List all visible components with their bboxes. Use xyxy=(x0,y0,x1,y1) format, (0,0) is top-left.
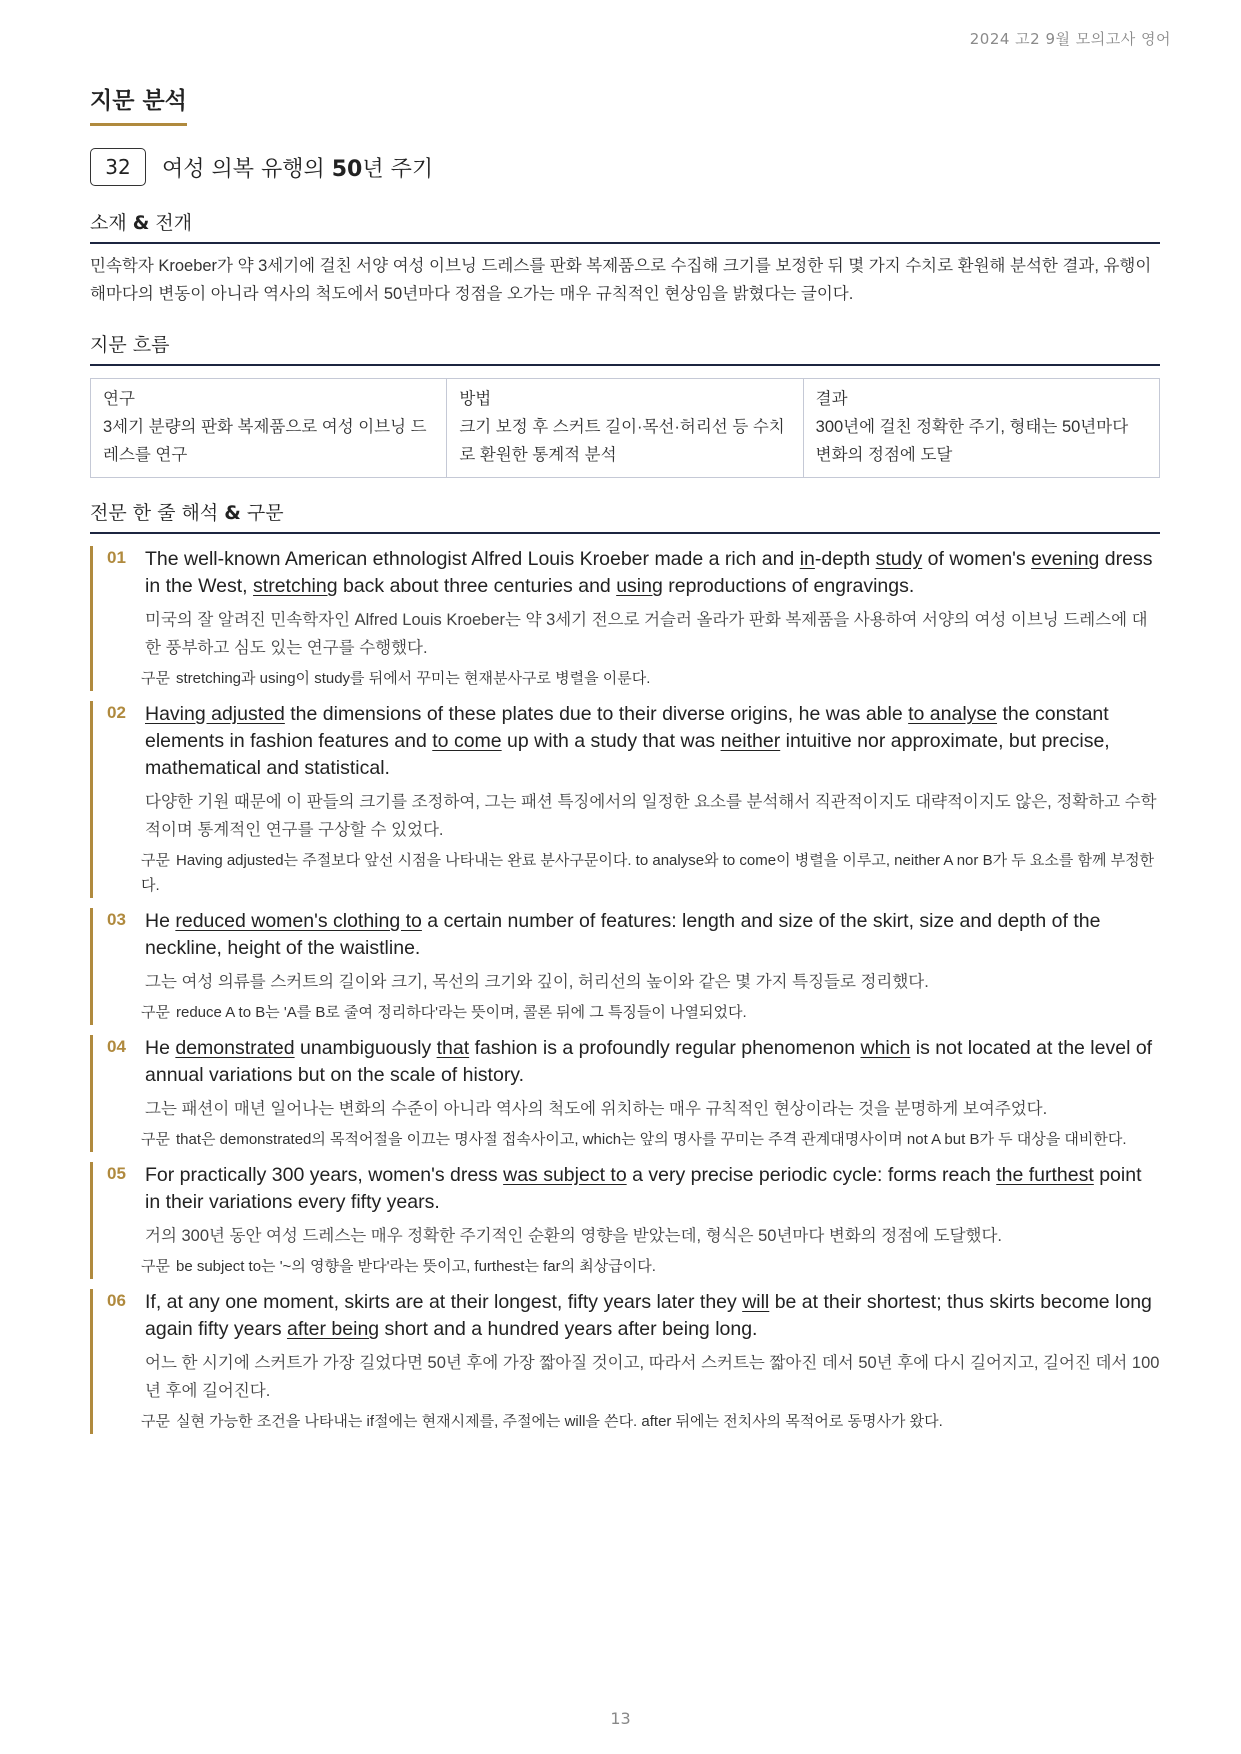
question-title: 여성 의복 유행의 50년 주기 xyxy=(162,156,434,182)
sentence-block xyxy=(90,908,1160,1025)
english-sentence xyxy=(145,546,1160,600)
flow-cell-text: 300년에 걸친 정확한 주기, 형태는 50년마다 변화의 정점에 도달 xyxy=(815,418,1129,464)
sentence-text: the dimensions of these plates due to their diverse origins, he was able xyxy=(284,703,909,725)
grammar-note xyxy=(141,1409,1160,1434)
sentence-block xyxy=(90,1289,1160,1434)
key-phrase: Having adjusted xyxy=(145,703,285,725)
sentence-text: is not located at the level of annual variations but on the scale of history. xyxy=(145,1037,1153,1086)
grammar-text: stretching과 using이 study를 뒤에서 꾸미는 현재분사구로 병렬을 이룬다. xyxy=(175,670,651,687)
grammar-text: that은 demonstrated의 목적어절을 이끄는 명사절 접속사이고, which는 앞의 명사를 꾸미는 주격 관계대명사이며 not A but B가 두 대상을 대비한다. xyxy=(175,1131,1127,1148)
sentence-block xyxy=(90,1162,1160,1279)
sentence-number: 03 xyxy=(107,910,126,929)
flow-cell-label: 방법 xyxy=(459,390,492,408)
question-number: 32 xyxy=(90,148,146,186)
page-content xyxy=(90,82,1160,1434)
korean-translation: 다양한 기원 때문에 이 판들의 크기를 조정하여, 그는 패션 특징에서의 일정한 요소를 분석해서 직관적이지도 대략적이지도 않은, 정확하고 수학적이며 통계적인 연구를 구상할 수 있었다. xyxy=(145,793,1157,839)
page-number: 13 xyxy=(610,1709,631,1728)
key-phrase: stretching xyxy=(253,575,338,597)
grammar-note xyxy=(141,666,1160,691)
grammar-text: reduce A to B는 'A를 B로 줄여 정리하다'라는 뜻이며, 콜론 뒤에 그 특징들이 나열되었다. xyxy=(175,1004,747,1021)
material-heading: 소재 & 전개 xyxy=(90,208,1160,244)
sentence-body xyxy=(141,1035,1160,1152)
sentence-number: 01 xyxy=(107,548,126,567)
key-phrase: the furthest xyxy=(996,1164,1094,1186)
key-phrase: to come xyxy=(432,730,502,752)
sentence-text: reproductions of engravings. xyxy=(662,575,915,597)
grammar-text: be subject to는 '~의 영향을 받다'라는 뜻이고, furthest는 far의 최상급이다. xyxy=(175,1258,656,1275)
sentence-text: of women's xyxy=(922,548,1032,570)
sentence-text: back about three centuries and xyxy=(337,575,617,597)
sentence-body xyxy=(141,1162,1160,1279)
korean-translation: 그는 패션이 매년 일어나는 변화의 수준이 아니라 역사의 척도에 위치하는 매우 규칙적인 현상이라는 것을 분명하게 보여주었다. xyxy=(145,1100,1048,1118)
flow-cell-method xyxy=(447,379,803,477)
sentence-body xyxy=(141,701,1160,898)
sentence-text: The well-known American ethnologist Alfred Louis Kroeber made a rich and xyxy=(145,548,800,570)
sentence-text: He xyxy=(145,1037,176,1059)
key-phrase: using xyxy=(616,575,663,597)
key-phrase: in xyxy=(799,548,815,570)
grammar-note xyxy=(141,1254,1160,1279)
english-sentence xyxy=(145,1162,1160,1216)
flow-table xyxy=(90,378,1160,478)
flow-cell-result xyxy=(804,379,1159,477)
korean-translation: 미국의 잘 알려진 민속학자인 Alfred Louis Kroeber는 약 3세기 전으로 거슬러 올라가 판화 복제품을 사용하여 서양의 여성 이브닝 드레스에 대한 풍부하고 심도 있는 연구를 수행했다. xyxy=(145,611,1148,657)
key-phrase: evening xyxy=(1031,548,1100,570)
sentence-list xyxy=(90,546,1160,1434)
key-phrase: reduced women's clothing to xyxy=(175,910,422,932)
key-phrase: neither xyxy=(720,730,781,752)
material-summary: 민속학자 Kroeber가 약 3세기에 걸친 서양 여성 이브닝 드레스를 판화 복제품으로 수집해 크기를 보정한 뒤 몇 가지 수치로 환원해 분석한 결과, 유행이 해마다의 변동이 아니라 역사의 척도에서 50년마다 정점을 오가는 매우 규칙적인 현상임을 밝혔다는 글이다. xyxy=(90,257,1152,303)
sentence-body xyxy=(141,546,1160,691)
section-title: 지문 분석 xyxy=(90,82,187,126)
sentence-number: 06 xyxy=(107,1291,126,1310)
sentence-text: He xyxy=(145,910,176,932)
key-phrase: was subject to xyxy=(503,1164,627,1186)
flow-cell-text: 크기 보정 후 스커트 길이·목선·허리선 등 수치로 환원한 통계적 분석 xyxy=(459,418,785,464)
korean-translation: 어느 한 시기에 스커트가 가장 길었다면 50년 후에 가장 짧아질 것이고, 따라서 스커트는 짧아진 데서 50년 후에 다시 길어지고, 길어진 데서 100년 후에 길어진다. xyxy=(145,1354,1160,1400)
flow-cell-research xyxy=(91,379,447,477)
flow-heading: 지문 흐름 xyxy=(90,330,1160,366)
grammar-label: 구문 xyxy=(141,1004,170,1021)
sentence-text: For practically 300 years, women's dress xyxy=(145,1164,504,1186)
sentence-text: fashion is a profoundly regular phenomenon xyxy=(469,1037,861,1059)
grammar-text: Having adjusted는 주절보다 앞선 시점을 나타내는 완료 분사구문이다. to analyse와 to come이 병렬을 이루고, neither A nor B가 두 요소를 함께 부정한다. xyxy=(141,852,1155,894)
grammar-note xyxy=(141,1127,1160,1152)
key-phrase: to analyse xyxy=(908,703,998,725)
grammar-label: 구문 xyxy=(141,1413,170,1430)
korean-translation: 거의 300년 동안 여성 드레스는 매우 정확한 주기적인 순환의 영향을 받았는데, 형식은 50년마다 변화의 정점에 도달했다. xyxy=(145,1227,1003,1245)
sentence-block xyxy=(90,1035,1160,1152)
sentence-text: intuitive nor approximate, but precise, mathematical and statistical. xyxy=(145,730,1110,779)
grammar-text: 실현 가능한 조건을 나타내는 if절에는 현재시제를, 주절에는 will을 쓴다. after 뒤에는 전치사의 목적어로 동명사가 왔다. xyxy=(175,1413,943,1430)
sentence-text: short and a hundred years after being long. xyxy=(379,1318,758,1340)
key-phrase: that xyxy=(436,1037,470,1059)
sentence-text: If, at any one moment, skirts are at their longest, fifty years later they xyxy=(145,1291,743,1313)
sentence-number: 04 xyxy=(107,1037,126,1056)
flow-cell-label: 연구 xyxy=(103,390,135,408)
english-sentence xyxy=(145,1289,1160,1343)
sentence-text: the constant elements in fashion features and xyxy=(145,703,1109,752)
sentence-text: be at their shortest; thus skirts become long again fifty years xyxy=(145,1291,1152,1340)
korean-translation: 그는 여성 의류를 스커트의 길이와 크기, 목선의 크기와 깊이, 허리선의 높이와 같은 몇 가지 특징들로 정리했다. xyxy=(145,973,929,991)
sentence-number: 02 xyxy=(107,703,126,722)
english-sentence xyxy=(145,1035,1160,1089)
sentence-text: -depth xyxy=(814,548,876,570)
sentence-block xyxy=(90,546,1160,691)
grammar-label: 구문 xyxy=(141,670,170,687)
key-phrase: after being xyxy=(286,1318,380,1340)
sentence-text: up with a study that was xyxy=(501,730,721,752)
key-phrase: study xyxy=(875,548,923,570)
english-sentence xyxy=(145,908,1160,962)
sentence-text: point in their variations every fifty years. xyxy=(145,1164,1142,1213)
sentence-text: unambiguously xyxy=(294,1037,437,1059)
flow-cell-label: 결과 xyxy=(815,390,848,408)
grammar-label: 구문 xyxy=(141,852,170,869)
sentence-block xyxy=(90,701,1160,898)
sentence-text: a certain number of features: length and size of the skirt, size and depth of the neckline, height of the waistline. xyxy=(145,910,1101,959)
key-phrase: which xyxy=(860,1037,911,1059)
sentence-body xyxy=(141,908,1160,1025)
grammar-label: 구문 xyxy=(141,1131,170,1148)
sentence-number: 05 xyxy=(107,1164,126,1183)
grammar-note xyxy=(141,1000,1160,1025)
flow-cell-text: 3세기 분량의 판화 복제품으로 여성 이브닝 드레스를 연구 xyxy=(103,418,427,464)
sentence-text: a very precise periodic cycle: forms reach xyxy=(626,1164,997,1186)
key-phrase: demonstrated xyxy=(175,1037,295,1059)
analysis-heading: 전문 한 줄 해석 & 구문 xyxy=(90,498,1160,534)
exam-label: 2024 고2 9월 모의고사 영어 xyxy=(969,30,1171,48)
grammar-note xyxy=(141,848,1160,898)
grammar-label: 구문 xyxy=(141,1258,170,1275)
sentence-text: dress in the West, xyxy=(145,548,1153,597)
sentence-body xyxy=(141,1289,1160,1434)
question-header xyxy=(90,148,1160,186)
key-phrase: will xyxy=(742,1291,770,1313)
english-sentence xyxy=(145,701,1160,782)
